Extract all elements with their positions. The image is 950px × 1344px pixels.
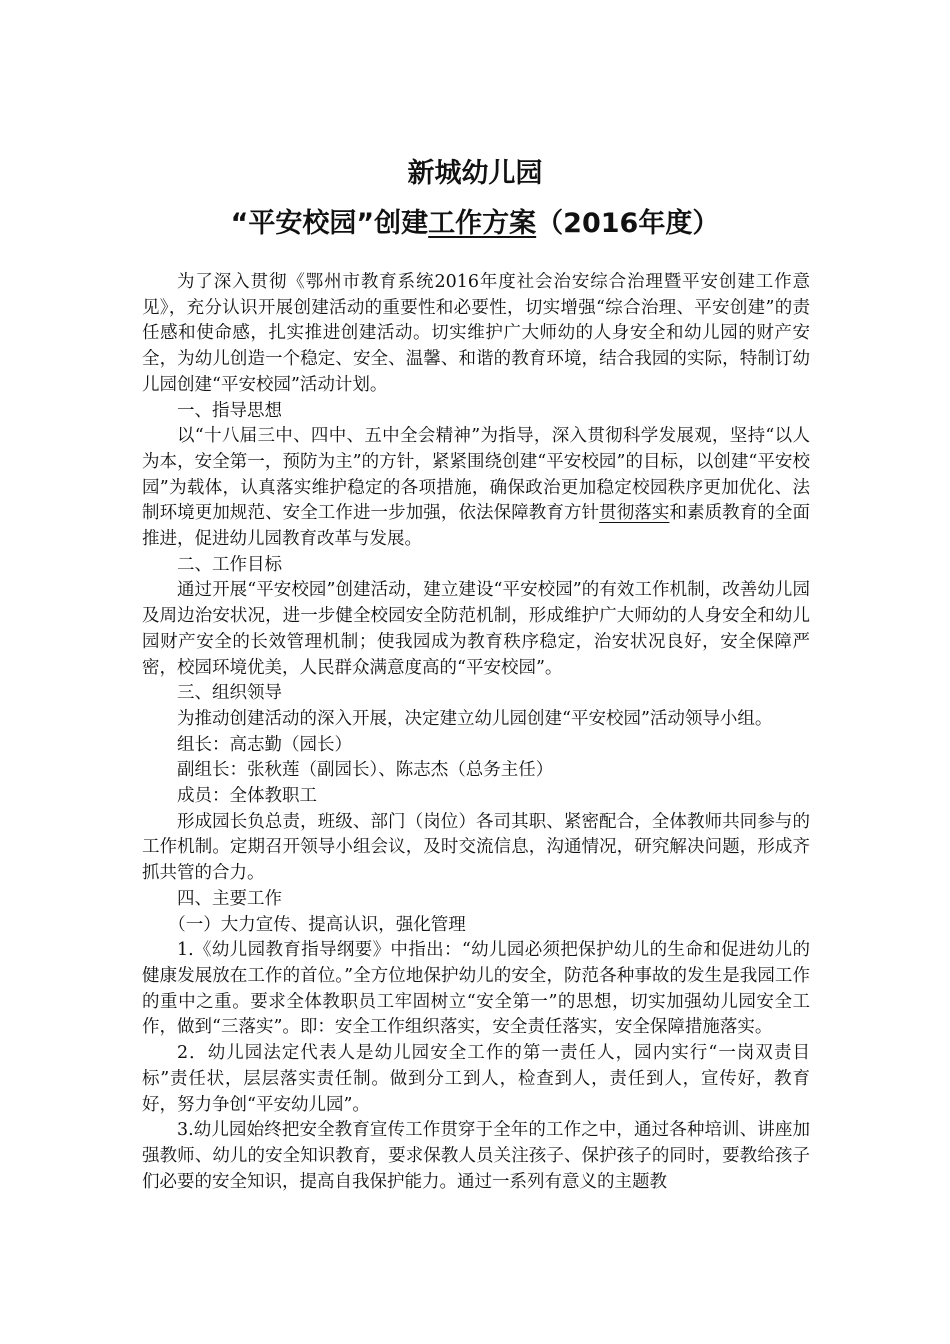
main-work-item-1: 1.《幼儿园教育指导纲要》中指出：“幼儿园必须把保护幼儿的生命和促进幼儿的健康发展放在工作的首位。”全方位地保护幼儿的安全，防范各种事故的发生是我园工作的重中之重。要求全体教职员工牢固树立“安全第一”的思想，切实加强幼儿园安全工作，做到“三落实”。即：安全工作组织落实，安全责任落实，安全保障措施落实。 bbox=[142, 940, 810, 1038]
subtitle-part-a: “平安校园”创建 bbox=[230, 208, 429, 239]
subtitle-part-year: （2016年度） bbox=[536, 208, 720, 239]
subsection-heading-publicity: （一）大力宣传、提高认识，强化管理 bbox=[168, 914, 466, 935]
guiding-ideology-paragraph bbox=[142, 424, 810, 553]
guiding-text-underlined: 贯彻落实 bbox=[599, 503, 670, 524]
organization-paragraph: 为推动创建活动的深入开展，决定建立幼儿园创建“平安校园”活动领导小组。 bbox=[177, 708, 773, 729]
mechanism-paragraph: 形成园长负总责，班级、部门（岗位）各司其职、紧密配合，全体教师共同参与的工作机制。定期召开领导小组会议，及时交流信息，沟通情况，研究解决问题，形成齐抓共管的合力。 bbox=[142, 811, 810, 884]
guiding-text-a: 以“十八届三中、四中、五中全会精神”为指导，深入贯彻科学发展观，坚持“以人为本，安全第一，预防为主”的方针，紧紧围绕创建“平安校园”的目标，以创建“平安校园”为载体，认真落实维护稳定的各项措施，确保政治更加稳定校园秩序更加优化、法制环境更加规范、安全工作进一步加强，依法保障教育方针 bbox=[142, 426, 810, 524]
deputy-line: 副组长：张秋莲（副园长）、陈志杰（总务主任） bbox=[177, 760, 554, 781]
subtitle-part-underlined: 工作方案 bbox=[428, 208, 537, 239]
intro-paragraph: 为了深入贯彻《鄂州市教育系统2016年度社会治安综合治理暨平安创建工作意见》，充分认识开展创建活动的重要性和必要性，切实增强“综合治理、平安创建”的责任感和使命感，扎实推进创建活动。切实维护广大师幼的人身安全和幼儿园的财产安全，为幼儿创造一个稳定、安全、温馨、和谐的教育环境，结合我园的实际，特制订幼儿园创建“平安校园”活动计划。 bbox=[142, 272, 810, 395]
section-heading-organization: 三、组织领导 bbox=[177, 683, 282, 704]
guiding-text-c: 和素质教育的全面推进，促进幼儿园教育改革与发展。 bbox=[142, 503, 811, 550]
document-title: 新城幼儿园 bbox=[407, 158, 543, 189]
work-goals-paragraph: 通过开展“平安校园”创建活动，建立建设“平安校园”的有效工作机制，改善幼儿园及周边治安状况，进一步健全校园安全防范机制，形成维护广大师幼的人身安全和幼儿园财产安全的长效管理机制；使我园成为教育秩序稳定，治安状况良好，安全保障严密，校园环境优美，人民群众满意度高的“平安校园”。 bbox=[142, 580, 810, 678]
main-work-item-2: 2．幼儿园法定代表人是幼儿园安全工作的第一责任人，园内实行“一岗双责目标”责任状，层层落实责任制。做到分工到人，检查到人，责任到人，宣传好，教育好，努力争创“平安幼儿园”。 bbox=[142, 1043, 810, 1115]
main-work-item-3: 3.幼儿园始终把安全教育宣传工作贯穿于全年的工作之中，通过各种培训、讲座加强教师、幼儿的安全知识教育，要求保教人员关注孩子、保护孩子的同时，要教给孩子们必要的安全知识，提高自我保护能力。通过一系列有意义的主题教 bbox=[142, 1120, 810, 1192]
document-subtitle bbox=[0, 206, 950, 242]
section-heading-main-work: 四、主要工作 bbox=[177, 888, 282, 909]
leader-line: 组长：高志勤（园长） bbox=[177, 734, 352, 755]
section-heading-work-goals: 二、工作目标 bbox=[177, 554, 282, 575]
members-line: 成员：全体教职工 bbox=[177, 786, 317, 807]
section-heading-guiding-ideology: 一、指导思想 bbox=[177, 400, 282, 421]
document-body bbox=[142, 270, 810, 1195]
